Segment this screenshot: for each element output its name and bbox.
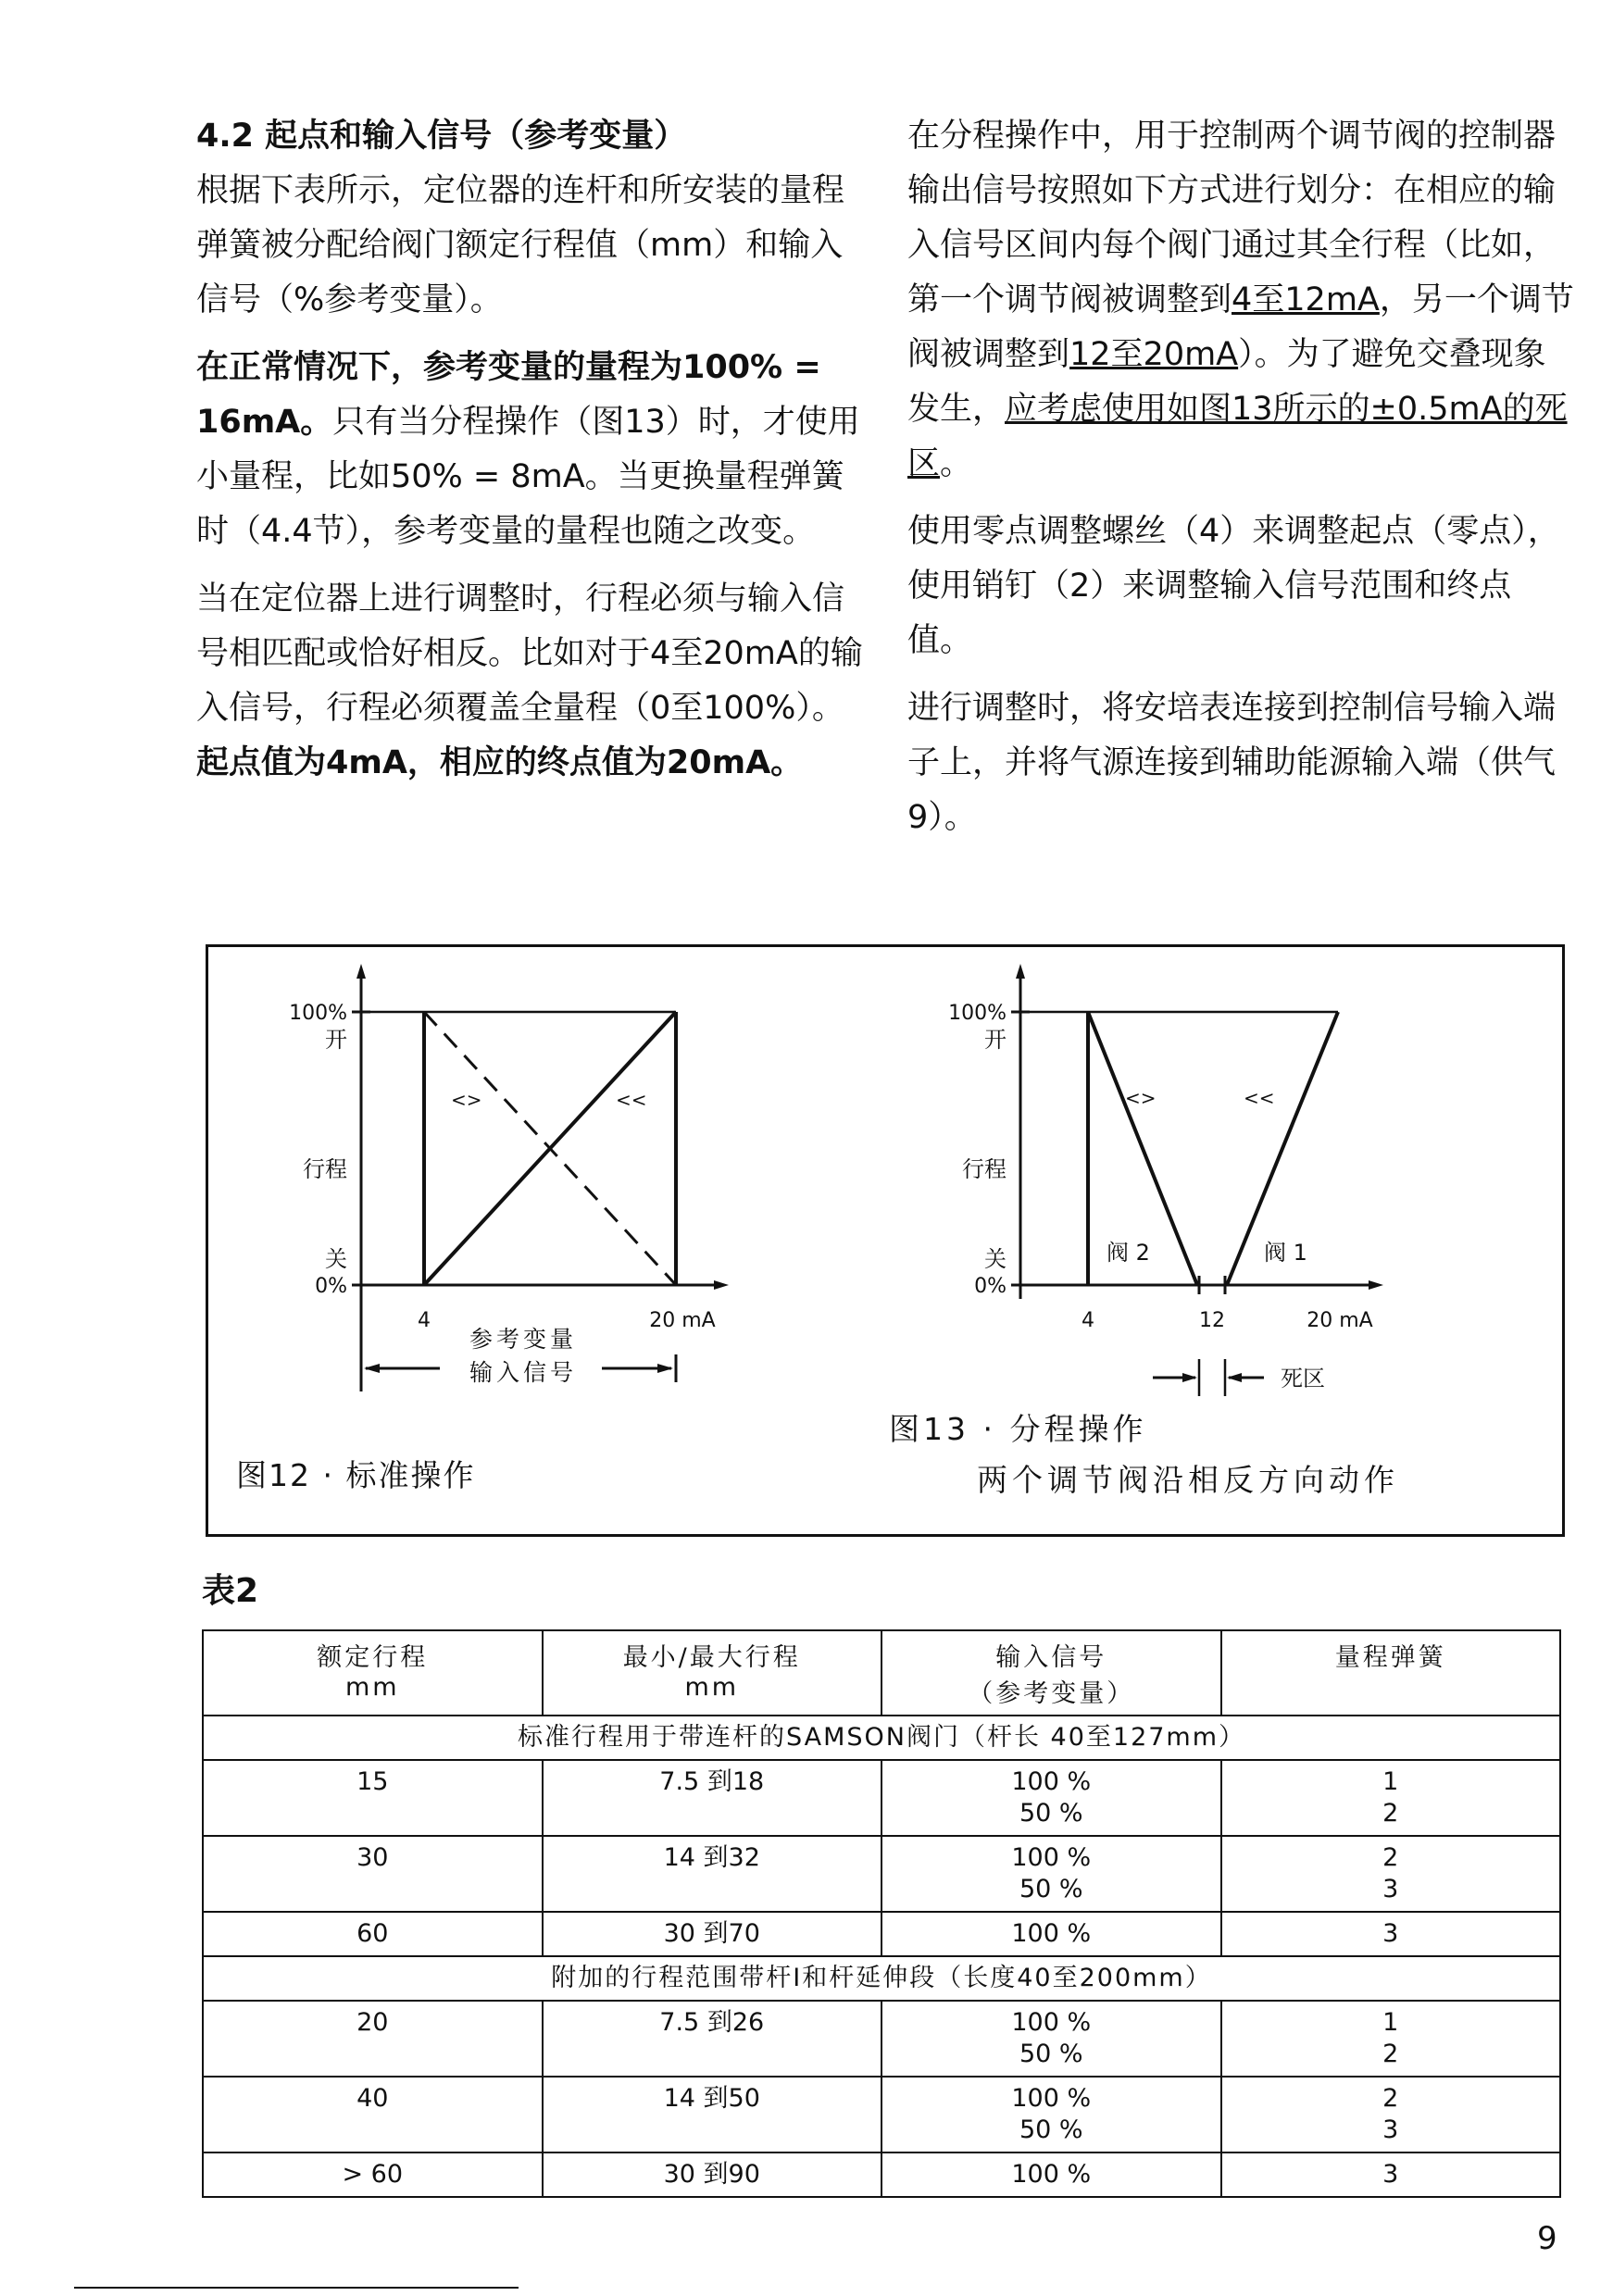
left-column — [196, 109, 863, 804]
split-text-a: 在分程操作中，用于控制两个调节阀的控制器输出信号按照如下方式进行划分：在相应的输入信号区间内每个阀门通过其全行程（比如，第一个调节阀被调整到 — [907, 118, 1557, 318]
cell-input: 100 % 50 % — [882, 1836, 1221, 1912]
paragraph-adjustment — [196, 572, 863, 791]
fig12-label-zero: 0% — [315, 1275, 347, 1298]
cell-input: 100 % 50 % — [882, 1760, 1221, 1836]
table-row — [203, 2152, 1560, 2197]
section2-label: 附加的行程范围带杆I和杆延伸段（长度40至200mm） — [203, 1956, 1560, 2001]
cell-spring: 2 3 — [1221, 1836, 1561, 1912]
fig13-x-start: 4 — [1082, 1309, 1094, 1332]
fig12-x-label1: 参考变量 — [469, 1326, 578, 1353]
section1-label: 标准行程用于带连杆的SAMSON阀门（杆长 40至127mm） — [203, 1716, 1560, 1760]
fig12-label-open: 开 — [325, 1027, 347, 1053]
cell-rated: > 60 — [203, 2152, 543, 2197]
fig13-label-travel: 行程 — [962, 1156, 1007, 1182]
fig13-label-100: 100% — [948, 1002, 1007, 1025]
table-section-row — [203, 1956, 1560, 2001]
cell-input: 100 % — [882, 1912, 1221, 1956]
fig13-x-arrow — [1369, 1280, 1383, 1290]
header-spring: 量程弹簧 — [1221, 1630, 1561, 1716]
cell-range: 7.5 到18 — [543, 1760, 882, 1836]
table-row — [203, 2001, 1560, 2077]
figure12-caption: 图12 · 标准操作 — [236, 1457, 476, 1493]
split-underline-3: 应考虑使用如图13所示的±0.5mA的死区 — [907, 391, 1568, 482]
cell-rated: 30 — [203, 1836, 543, 1912]
paragraph-ammeter: 进行调整时，将安培表连接到控制信号输入端子上，并将气源连接到辅助能源输入端（供气9）。 — [907, 690, 1557, 836]
fig12-x-start: 4 — [418, 1309, 431, 1332]
split-text-b: ，另一个调节阀被调整到 — [907, 281, 1574, 373]
footer-rule — [74, 2287, 519, 2289]
fig13-dir-direct: << — [1244, 1087, 1275, 1109]
fig13-label-closed: 关 — [984, 1246, 1007, 1272]
cell-input: 100 % — [882, 2152, 1221, 2197]
fig12-x-arrow — [714, 1280, 729, 1290]
cell-spring: 3 — [1221, 1912, 1561, 1956]
table-row — [203, 1912, 1560, 1956]
cell-range: 30 到70 — [543, 1912, 882, 1956]
header-minmax: 最小/最大行程 mm — [543, 1630, 882, 1716]
table-row — [203, 1760, 1560, 1836]
cell-spring: 1 2 — [1221, 2001, 1561, 2077]
cell-range: 30 到90 — [543, 2152, 882, 2197]
fig12-y-arrow — [356, 964, 366, 979]
fig12-label-travel: 行程 — [303, 1156, 347, 1182]
header-rated-travel: 额定行程 mm — [203, 1630, 543, 1716]
split-text-c: ）。为了避免交叠现象发生， — [907, 336, 1546, 428]
right-column — [907, 109, 1574, 858]
fig12-bracket-head-right — [657, 1364, 673, 1373]
fig13-label-open: 开 — [984, 1027, 1007, 1053]
adjustment-bold: 起点值为4mA，相应的终点值为20mA。 — [196, 744, 804, 781]
figures-svg — [208, 947, 1568, 1540]
cell-range: 7.5 到26 — [543, 2001, 882, 2077]
table-title: 表2 — [202, 1572, 259, 1610]
fig12-dir-direct: << — [616, 1089, 647, 1111]
cell-spring: 1 2 — [1221, 1760, 1561, 1836]
fig12-x-label2: 输入信号 — [469, 1359, 578, 1386]
cell-input: 100 % 50 % — [882, 2001, 1221, 2077]
paragraph-zero-adjust: 使用零点调整螺丝（4）来调整起点（零点），使用销钉（2）来调整输入信号范围和终点值。 — [907, 513, 1560, 659]
fig13-valve2: 阀 2 — [1107, 1240, 1150, 1266]
table-header-row — [203, 1630, 1560, 1716]
normal-range-bold: 在正常情况下，参考变量的量程为100% = 16mA。 — [196, 349, 821, 441]
fig13-deadband-head-left — [1182, 1373, 1197, 1382]
table-row — [203, 1836, 1560, 1912]
cell-spring: 3 — [1221, 2152, 1561, 2197]
paragraph-normal-range — [196, 341, 863, 559]
cell-rated: 40 — [203, 2077, 543, 2152]
fig12-label-100: 100% — [289, 1002, 347, 1025]
fig13-dir-reverse: <> — [1125, 1087, 1157, 1109]
fig13-label-zero: 0% — [974, 1275, 1007, 1298]
section-heading: 4.2 起点和输入信号（参考变量） — [196, 118, 687, 155]
fig12-bracket-head-left — [364, 1364, 380, 1373]
fig13-deadband-head-right — [1227, 1373, 1242, 1382]
header-input: 输入信号 （参考变量） — [882, 1630, 1221, 1716]
page-number: 9 — [1537, 2220, 1557, 2257]
cell-rated: 20 — [203, 2001, 543, 2077]
fig12-x-end: 20 mA — [649, 1309, 716, 1332]
cell-rated: 60 — [203, 1912, 543, 1956]
cell-input: 100 % 50 % — [882, 2077, 1221, 2152]
table-row — [203, 2077, 1560, 2152]
cell-spring: 2 3 — [1221, 2077, 1561, 2152]
adjustment-text: 当在定位器上进行调整时，行程必须与输入信号相匹配或恰好相反。比如对于4至20mA的输入信号，行程必须覆盖全量程（0至100%）。 — [196, 580, 863, 727]
paragraph-intro: 根据下表所示，定位器的连杆和所安装的量程弹簧被分配给阀门额定行程值（mm）和输入信号（%参考变量）。 — [196, 172, 845, 318]
normal-range-text: 只有当分程操作（图13）时，才使用小量程，比如50% = 8mA。当更换量程弹簧时（4.4节），参考变量的量程也随之改变。 — [196, 404, 860, 550]
fig12-label-closed: 关 — [325, 1246, 347, 1272]
travel-table — [202, 1629, 1561, 2198]
split-underline-1: 4至12mA — [1232, 281, 1380, 318]
fig13-deadband-label: 死区 — [1281, 1366, 1325, 1391]
table-section-row — [203, 1716, 1560, 1760]
split-text-d: 。 — [940, 445, 973, 482]
split-underline-2: 12至20mA — [1069, 336, 1239, 373]
cell-rated: 15 — [203, 1760, 543, 1836]
cell-range: 14 到32 — [543, 1836, 882, 1912]
cell-range: 14 到50 — [543, 2077, 882, 2152]
figure13-caption-line2: 两个调节阀沿相反方向动作 — [977, 1462, 1399, 1498]
fig13-y-arrow — [1016, 964, 1025, 979]
fig13-x-end: 20 mA — [1307, 1309, 1373, 1332]
fig12-dir-reverse: <> — [451, 1089, 482, 1111]
paragraph-split-range — [907, 109, 1574, 492]
figures-box — [206, 944, 1565, 1537]
fig13-valve1: 阀 1 — [1264, 1240, 1307, 1266]
figure13-caption-line1: 图13 · 分程操作 — [889, 1411, 1147, 1447]
fig13-x-mid: 12 — [1199, 1309, 1225, 1332]
